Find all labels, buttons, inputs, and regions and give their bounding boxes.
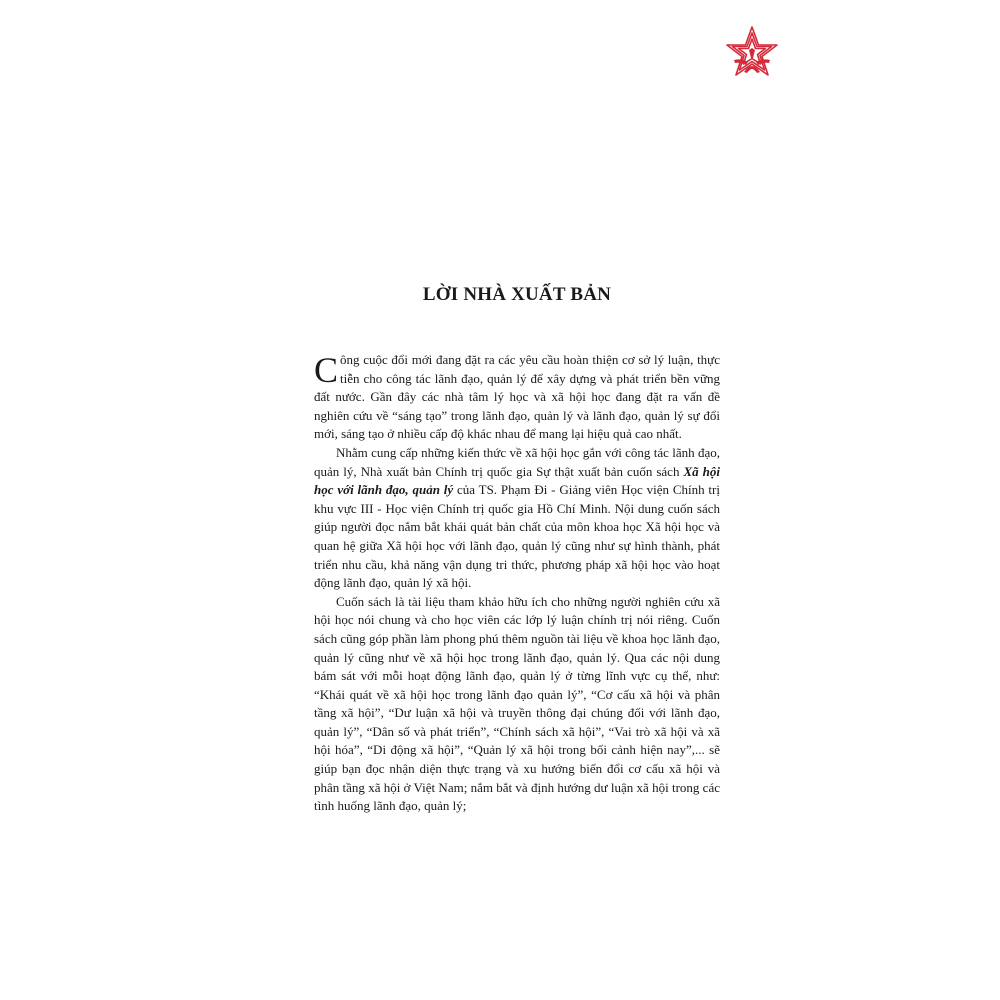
paragraph-2	[314, 444, 720, 593]
drop-cap: C	[314, 350, 339, 390]
paragraph-1-text: ông cuộc đổi mới đang đặt ra các yêu cầu hoàn thiện cơ sở lý luận, thực tiễn cho công tác lãnh đạo, quản lý để xây dựng và phát triển bền vững đất nước. Gần đây các nhà tâm lý học và xã hội học đang đặt ra vấn đề nghiên cứu về “sáng tạo” trong lãnh đạo, quản lý và lãnh đạo, quản lý sự đổi mới, sáng tạo ở nhiều cấp độ khác nhau để mang lại hiệu quả cao nhất.	[314, 352, 720, 442]
page-title: LỜI NHÀ XUẤT BẢN	[422, 284, 612, 305]
publisher-star-logo-icon	[722, 24, 782, 84]
paragraph-2-text-after: của TS. Phạm Đi - Giảng viên Học viện Chính trị khu vực III - Học viện Chính trị quốc gia Hồ Chí Minh. Nội dung cuốn sách giúp người đọc nắm bắt khái quát bản chất của môn khoa học Xã hội học và quan hệ giữa Xã hội học với lãnh đạo, quản lý cũng như sự hình thành, phát triển nhu cầu, khả năng vận dụng tri thức, phương pháp xã hội học vào hoạt động lãnh đạo, quản lý xã hội.	[314, 482, 720, 591]
body-text	[314, 351, 720, 816]
paragraph-1	[314, 351, 720, 444]
paragraph-2-text-before: Nhằm cung cấp những kiến thức về xã hội học gắn với công tác lãnh đạo, quản lý, Nhà xuất bản Chính trị quốc gia Sự thật xuất bản cuốn sách	[314, 444, 720, 479]
paragraph-3: Cuốn sách là tài liệu tham khảo hữu ích cho những người nghiên cứu xã hội học nói chung và cho học viên các lớp lý luận chính trị nói riêng. Cuốn sách cũng góp phần làm phong phú thêm nguồn tài liệu về khoa học lãnh đạo, quản lý cũng như về xã hội học trong lãnh đạo, quản lý. Qua các nội dung bám sát với mỗi hoạt động lãnh đạo, quản lý ở từng lĩnh vực cụ thể, như: “Khái quát về xã hội học trong lãnh đạo quản lý”, “Cơ cấu xã hội và phân tầng xã hội”, “Dư luận xã hội và truyền thông đại chúng đối với lãnh đạo, quản lý”, “Dân số và phát triển”, “Chính sách xã hội”, “Vai trò xã hội và xã hội hóa”, “Di động xã hội”, “Quản lý xã hội trong bối cảnh hiện nay”,... sẽ giúp bạn đọc nhận diện thực trạng và xu hướng biến đổi cơ cấu xã hội và phân tầng xã hội ở Việt Nam; nắm bắt và định hướng dư luận xã hội trong các tình huống lãnh đạo, quản lý;	[314, 593, 720, 814]
book-title: Xã hội học với lãnh đạo, quản lý	[314, 463, 720, 498]
